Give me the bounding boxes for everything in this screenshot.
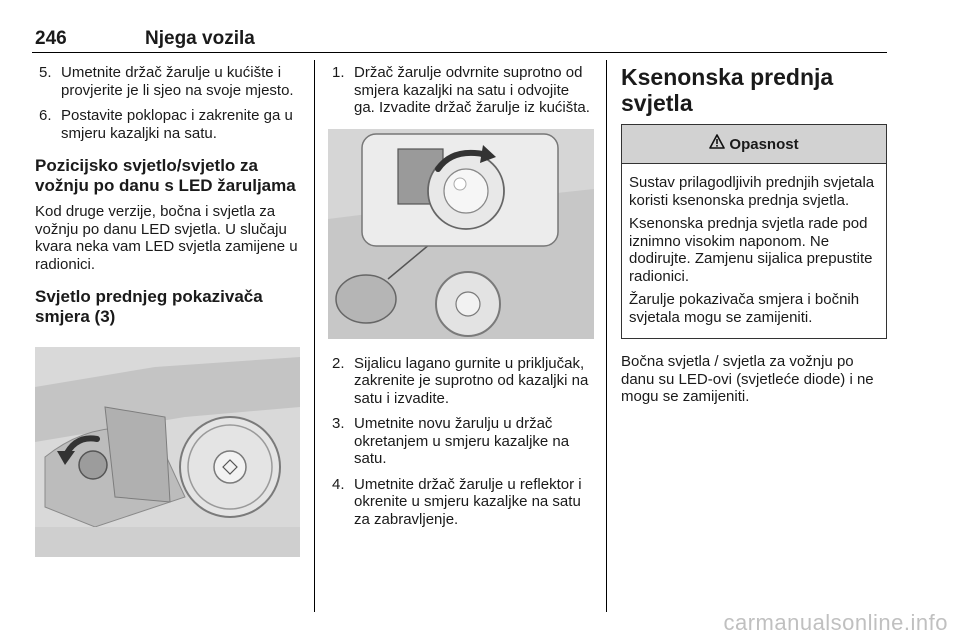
list-item-number: 4. — [332, 475, 345, 493]
headlamp-rear-illustration — [35, 347, 300, 557]
led-lights-heading: Pozicijsko svjetlo/svjetlo za vožnju po danu s LED žaruljama — [35, 156, 296, 195]
column-1 — [35, 64, 300, 557]
warning-title: Opasnost — [729, 135, 799, 153]
warning-body — [622, 164, 886, 338]
list-item-text: Sijalicu lagano gurnite u priključak, zakrenite je suprotno od kazaljki na satu i izvadite. — [354, 354, 589, 407]
list-item-text: Umetnite držač žarulje u kućište i provjerite je li sjeo na svoje mjesto. — [61, 64, 294, 99]
section-title: Njega vozila — [145, 28, 255, 49]
list-item — [328, 415, 594, 468]
warning-box — [621, 124, 887, 339]
list-item-text: Umetnite držač žarulje u reflektor i okrenite u smjeru kazaljke na satu za zabravljenje. — [354, 475, 582, 528]
list-item-number: 2. — [332, 354, 345, 372]
list-item-number: 3. — [332, 415, 345, 432]
list-item — [35, 64, 300, 99]
list-item — [328, 476, 594, 529]
list-item-number: 1. — [332, 64, 345, 81]
xenon-heading: Ksenonska prednja svjetla — [621, 64, 834, 116]
watermark: carmanualsonline.info — [723, 610, 948, 635]
list-item — [35, 107, 300, 142]
led-lights-paragraph: Kod druge verzije, bočna i svjetla za vožnju po danu LED svjetla. U slučaju kvara neka vam LED svjetla zamijene u radionici. — [35, 203, 298, 273]
bulb-holder-illustration — [328, 129, 594, 339]
column-2 — [328, 64, 594, 536]
column-divider — [606, 60, 607, 612]
warning-paragraph: Žarulje pokazivača smjera i bočnih svjetala mogu se zamijeniti. — [629, 291, 860, 326]
list-item-text: Umetnite novu žarulju u držač okretanjem u smjeru kazaljke na satu. — [354, 415, 570, 467]
list-item-text: Držač žarulje odvrnite suprotno od smjera kazaljki na satu i odvojite ga. Izvadite držač žarulje iz kućišta. — [354, 64, 590, 116]
warning-paragraph: Ksenonska prednja svjetla rade pod iznimno visokim naponom. Ne dodirujte. Zamjenu sijalica prepustite radionici. — [629, 215, 873, 285]
page-header — [32, 26, 887, 53]
list-item — [328, 64, 594, 117]
warning-header — [622, 125, 886, 164]
list-item — [328, 355, 594, 408]
page-number: 246 — [35, 28, 67, 49]
column-divider — [314, 60, 315, 612]
list-item-text: Postavite poklopac i zakrenite ga u smjeru kazaljki na satu. — [61, 107, 293, 142]
side-lights-paragraph: Bočna svjetla / svjetla za vožnju po danu su LED-ovi (svjetleće diode) i ne mogu se zamijeniti. — [621, 353, 874, 405]
list-item-number: 5. — [39, 64, 52, 81]
column-3 — [621, 64, 889, 413]
list-item-number: 6. — [39, 107, 52, 124]
warning-paragraph: Sustav prilagodljivih prednjih svjetala koristi ksenonska prednja svjetla. — [629, 174, 875, 209]
indicator-heading: Svjetlo prednjeg pokazivača smjera (3) — [35, 287, 263, 326]
warning-triangle-icon — [709, 134, 725, 154]
